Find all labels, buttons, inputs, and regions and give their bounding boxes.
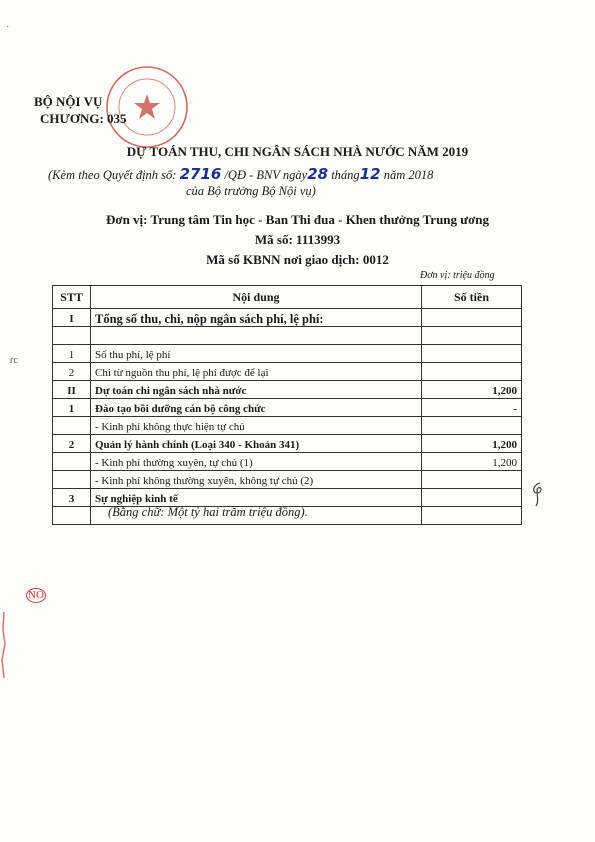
- row-stt: [53, 507, 91, 525]
- decision-year: năm 2018: [383, 168, 434, 182]
- decision-middle: /QĐ - BNV ngày: [224, 168, 308, 182]
- decision-prefix: (Kèm theo Quyết định số:: [48, 168, 177, 182]
- table-header-row: [53, 286, 522, 309]
- row-amount: [422, 489, 522, 507]
- row-stt: [53, 453, 91, 471]
- red-edge-mark-icon: [0, 610, 8, 680]
- header-stt: STT: [53, 286, 91, 309]
- table-row: [53, 363, 522, 381]
- amount-in-words: (Bằng chữ: Một tỷ hai trăm triệu đồng).: [108, 505, 308, 519]
- table-row: [53, 453, 522, 471]
- row-amount: [422, 417, 522, 435]
- row-stt: 2: [53, 435, 91, 453]
- row-content: Chi từ nguồn thu phí, lệ phí được để lại: [91, 363, 422, 381]
- budget-table: [52, 285, 522, 525]
- row-content: Sự nghiệp kinh tế: [91, 489, 422, 507]
- row-amount: [422, 363, 522, 381]
- row-stt: [53, 417, 91, 435]
- table-row: [53, 309, 522, 327]
- ministry-name: BỘ NỘI VỤ: [34, 94, 103, 109]
- row-content: Tổng số thu, chi, nộp ngân sách phí, lệ phí:: [91, 309, 422, 327]
- table-row: [53, 489, 522, 507]
- stray-text: rc: [10, 355, 18, 366]
- table-row: [53, 381, 522, 399]
- unit-line: Đơn vị: Trung tâm Tin học - Ban Thi đua - Khen thưởng Trung ương: [105, 212, 490, 227]
- row-stt: 1: [53, 345, 91, 363]
- header-amount: Số tiền: [422, 286, 522, 309]
- row-stt: 2: [53, 363, 91, 381]
- row-stt: [53, 327, 91, 345]
- row-content: - Kinh phí không thường xuyên, không tự chủ (2): [91, 471, 422, 489]
- row-amount: 1,200: [422, 453, 522, 471]
- chapter-code: CHƯƠNG: 035: [40, 111, 127, 126]
- row-amount: [422, 345, 522, 363]
- decision-month-label: tháng: [331, 168, 360, 182]
- decision-month: 12: [359, 165, 381, 183]
- table-row: [53, 417, 522, 435]
- table-row: [53, 471, 522, 489]
- row-stt: I: [53, 309, 91, 327]
- row-content: Quản lý hành chính (Loại 340 - Khoản 341): [91, 435, 422, 453]
- page-title: DỰ TOÁN THU, CHI NGÂN SÁCH NHÀ NƯỚC NĂM 2019: [126, 144, 469, 159]
- stray-dot-mark: ·: [6, 22, 10, 33]
- row-stt: [53, 471, 91, 489]
- row-amount: 1,200: [422, 381, 522, 399]
- currency-unit: Đơn vị: triệu đồng: [420, 270, 495, 281]
- row-amount: [422, 327, 522, 345]
- red-seal-icon: [102, 62, 192, 152]
- kbnn-line: Mã số KBNN nơi giao dịch: 0012: [206, 252, 389, 267]
- decision-day: 28: [307, 165, 329, 183]
- row-content: - Kinh phí thường xuyên, tự chủ (1): [91, 453, 422, 471]
- code-line: Mã số: 1113993: [254, 232, 341, 247]
- row-content: [91, 327, 422, 345]
- row-content: Đào tạo bồi dưỡng cán bộ công chức: [91, 399, 422, 417]
- decision-reference: [48, 165, 433, 183]
- decision-number: 2716: [179, 165, 222, 183]
- row-amount: [422, 507, 522, 525]
- row-content: Dự toán chi ngân sách nhà nước: [91, 381, 422, 399]
- row-amount: [422, 471, 522, 489]
- table-row: [53, 345, 522, 363]
- row-amount: 1,200: [422, 435, 522, 453]
- row-content: Số thu phí, lệ phí: [91, 345, 422, 363]
- signature-mark-icon: [528, 480, 548, 508]
- table-row: [53, 399, 522, 417]
- row-amount: -: [422, 399, 522, 417]
- row-stt: 1: [53, 399, 91, 417]
- header-content: Nội dung: [91, 286, 422, 309]
- decision-issuer: của Bộ trưởng Bộ Nội vụ): [186, 184, 316, 198]
- row-stt: 3: [53, 489, 91, 507]
- circled-no-mark: NO: [26, 588, 46, 603]
- row-content: - Kinh phí không thực hiện tự chủ: [91, 417, 422, 435]
- row-amount: [422, 309, 522, 327]
- table-row: [53, 435, 522, 453]
- table-row: [53, 327, 522, 345]
- row-stt: II: [53, 381, 91, 399]
